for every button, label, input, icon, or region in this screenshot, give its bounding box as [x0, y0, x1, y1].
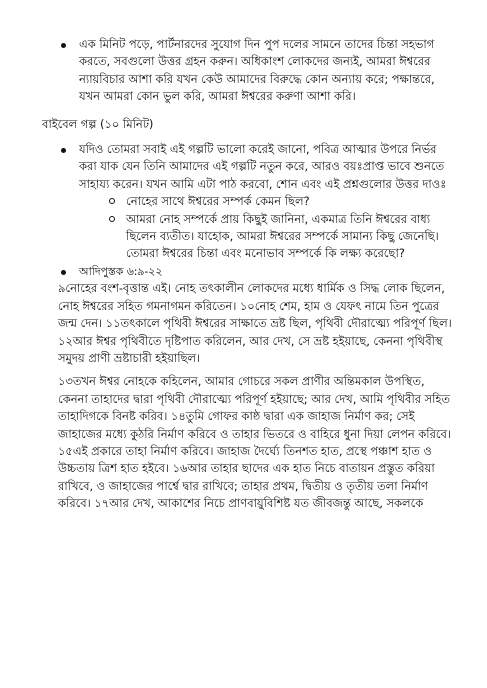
scripture-body	[58, 280, 453, 512]
story-intro-text: যদিও তোমরা সবাই এই গল্পটি ভালো করেই জানো, পবিত্র আত্মার উপরে নির্ভর করা যাক যেন তিনি আমাদের এই গল্পটি নতুন করে, আরও বয়ঃপ্রাপ্ত ভাবে শুনতে সাহায্য করেন। যখন আমি এটা পাঠ করবো, শোন এবং এই প্রশ্নগুলোর উত্তর দাওঃ	[79, 142, 447, 191]
intro-bullet: এক মিনিট পড়ে, পার্টনারদের সুযোগ দিন পুপ দলের সামনে তাদের চিন্তা সহভাগ করতে, সবগুলো উত্তর গ্রহন করুন। অধিকাংশ লোকদের জন্যই, আমরা ঈশ্বরের ন্যায়বিচার আশা করি যখন কেউ আমাদের বিরুদ্ধে কোন অন্যায় করে; পক্ষান্তরে, যখন আমরা কোন ভুল করি, আমরা ঈশ্বরের করুণা আশা করি।	[58, 36, 453, 106]
scripture-reference: আদিপুস্তক ৬:৯-২২	[79, 264, 163, 278]
scripture-paragraph: ১৩তখন ঈশ্বর নোহকে কহিলেন, আমার গোচরে সকল প্রাণীর অন্তিমকাল উপস্থিত, কেননা তাহাদের দ্বারা পৃথিবী দৌরাত্ম্যে পরিপূর্ণ হইয়াছে; আর দেখ, আমি পৃথিবীর সহিত তাহাদিগকে বিনষ্ট করিব। ১৪তুমি গোফর কাষ্ঠ দ্বারা এক জাহাজ নির্মাণ কর; সেই জাহাজের মধ্যে কুঠরি নির্মাণ করিবে ও তাহার ভিতরে ও বাহিরে ধুনা দিয়া লেপন করিবে। ১৫এই প্রকারে তাহা নির্মাণ করিবে। জাহাজ দৈর্ঘ্যে তিনশত হাত, প্রস্থে পঞ্চাশ হাত ও উচ্চতায় ত্রিশ হাত হইবে। ১৬আর তাহার ছাদের এক হাত নিচে বাতায়ন প্রস্তুত করিয়া রাখিবে, ও জাহাজের পার্শ্বে দ্বার রাখিবে; তাহার প্রথম, দ্বিতীয় ও তৃতীয় তলা নির্মাণ করিবে। ১৭আর দেখ, আকাশের নিচে প্রাণবায়ুবিশিষ্ট যত জীবজন্তু আছে, সকলকে	[58, 374, 451, 511]
section-heading: বাইবেল গল্প (১০ মিনিট)	[42, 116, 154, 131]
story-intro-item	[58, 141, 453, 263]
story-list	[58, 141, 453, 280]
question-list	[106, 193, 453, 263]
scripture-item	[58, 263, 453, 280]
question-item: আমরা নোহ সম্পর্কে প্রায় কিছুই জানিনা, একমাত্র তিনি ঈশ্বরের বাধ্য ছিলেন ব্যতীত। যাহোক, আমরা ঈশ্বরের সম্পর্কে সামান্য কিছু জেনেছি। তোমরা ঈশ্বরের চিন্তা এবং মনোভাব সম্পর্কে কি লক্ষ্য করেছো?	[106, 211, 453, 263]
question-item: নোহের সাথে ঈশ্বরের সম্পর্ক কেমন ছিল?	[106, 193, 453, 210]
scripture-paragraph: ৯নোহের বংশ-বৃত্তান্ত এই। নোহ তৎকালীন লোকদের মধ্যে ধার্মিক ও সিদ্ধ লোক ছিলেন, নোহ ঈশ্বরের সহিত গমনাগমন করিতেন। ১০নোহ শেম, হাম ও যেফৎ নামে তিন পুত্রের জন্ম দেন। ১১তৎকালে পৃথিবী ঈশ্বরের সাক্ষাতে ভ্রষ্ট ছিল, পৃথিবী দৌরাত্ম্যে পরিপূর্ণ ছিল। ১২আর ঈশ্বর পৃথিবীতে দৃষ্টিপাত করিলেন, আর দেখ, সে ভ্রষ্ট হইয়াছে, কেননা পৃথিবীস্থ সমুদয় প্রাণী ভ্রষ্টাচারী হইয়াছিল।	[58, 281, 452, 365]
intro-list	[58, 36, 453, 106]
